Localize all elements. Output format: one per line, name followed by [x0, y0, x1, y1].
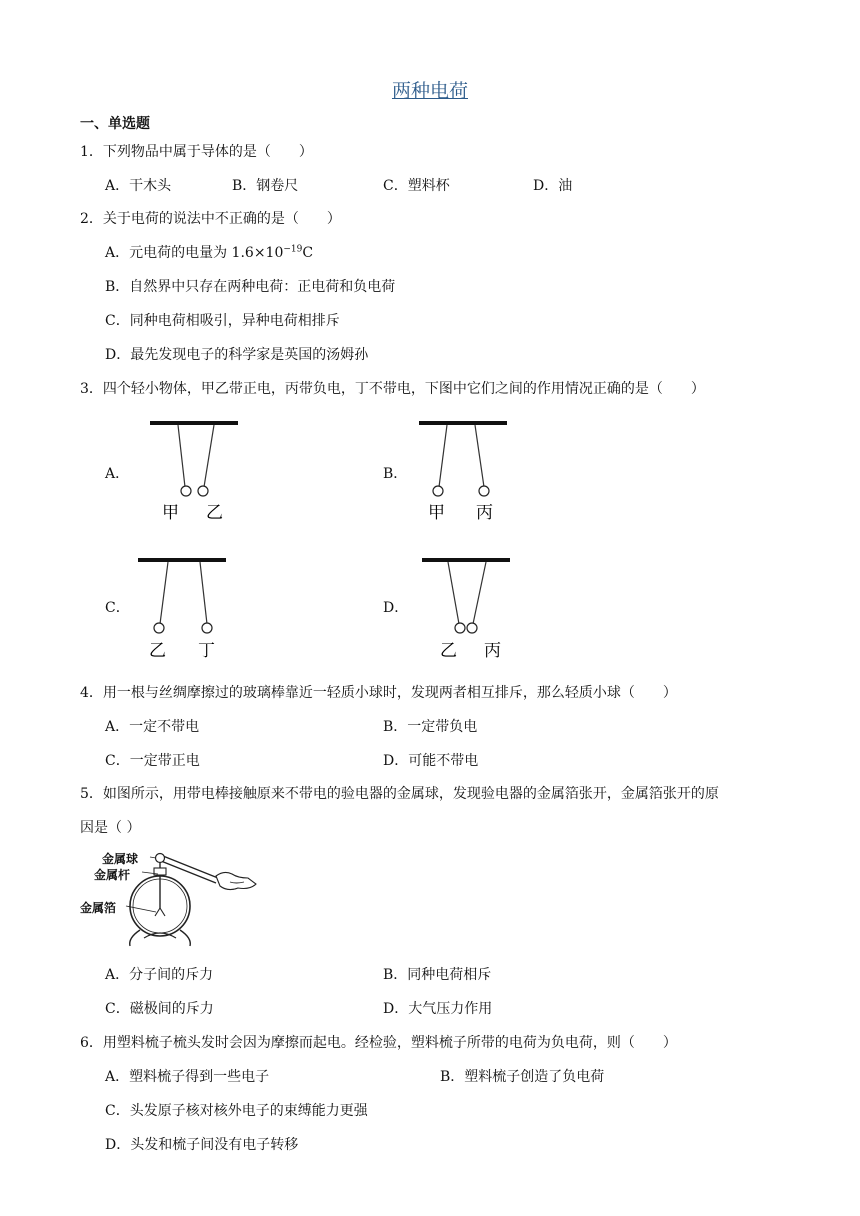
- q4-option-b: B．一定带负电: [383, 719, 478, 735]
- label-metal-foil: 金属箔: [80, 901, 117, 915]
- question-6-stem: 6．用塑料梳子梳头发时会因为摩擦而起电。经检验，塑料梳子所带的电荷为负电荷，则（ ）: [80, 1035, 677, 1051]
- q2-option-a: [105, 242, 313, 262]
- q3-option-c: C．: [105, 600, 130, 616]
- q3-option-b: B．: [383, 466, 408, 482]
- q1-option-b: B．钢卷尺: [232, 178, 299, 194]
- question-5-stem-line-2: 因是（ ）: [80, 820, 141, 836]
- question-3-stem: 3．四个轻小物体，甲乙带正电，丙带负电，丁不带电，下图中它们之间的作用情况正确的是（ ）: [80, 381, 705, 397]
- q3-figure-c: [130, 552, 240, 664]
- q4-option-c: C．一定带正电: [105, 753, 200, 769]
- q6-option-c: C．头发原子核对核外电子的束缚能力更强: [105, 1103, 368, 1119]
- q3-a-label-2: 乙: [206, 503, 223, 523]
- q2-option-a-text: A．元电荷的电量为 1.6×10: [105, 245, 284, 261]
- q2-option-c: C．同种电荷相吸引，异种电荷相排斥: [105, 313, 340, 329]
- q3-option-a: A．: [105, 466, 130, 482]
- q3-figure-d: [414, 552, 524, 664]
- q1-option-c: C．塑料杯: [383, 178, 450, 194]
- q5-option-a: A．分子间的斥力: [105, 967, 214, 983]
- q3-option-d: D．: [383, 600, 409, 616]
- q3-b-label-1: 甲: [428, 503, 445, 523]
- q3-c-label-2: 丁: [198, 641, 215, 661]
- question-4-stem: 4．用一根与丝绸摩擦过的玻璃棒靠近一轻质小球时，发现两者相互排斥，那么轻质小球（ ）: [80, 685, 677, 701]
- question-5-stem-line-1: 5．如图所示，用带电棒接触原来不带电的验电器的金属球，发现验电器的金属箔张开，金属箔张开的原: [80, 786, 719, 802]
- q5-option-c: C．磁极间的斥力: [105, 1001, 214, 1017]
- q3-figure-a: [140, 415, 250, 525]
- q3-d-label-2: 丙: [484, 641, 501, 661]
- q1-option-d: D．油: [533, 178, 573, 194]
- q5-option-b: B．同种电荷相斥: [383, 967, 492, 983]
- question-1-stem: 1．下列物品中属于导体的是（ ）: [80, 144, 313, 160]
- q3-a-label-1: 甲: [162, 503, 179, 523]
- q2-option-b: B．自然界中只存在两种电荷：正电荷和负电荷: [105, 279, 396, 295]
- label-metal-rod: 金属杆: [94, 868, 131, 882]
- q6-option-d: D．头发和梳子间没有电子转移: [105, 1137, 299, 1153]
- q2-option-d: D．最先发现电子的科学家是英国的汤姆孙: [105, 347, 369, 363]
- q2-option-a-exponent: −19: [283, 244, 303, 255]
- q3-b-label-2: 丙: [476, 503, 493, 523]
- q3-c-label-1: 乙: [149, 641, 166, 661]
- electroscope-figure: [80, 846, 260, 948]
- q3-d-label-1: 乙: [440, 641, 457, 661]
- q6-option-a: A．塑料梳子得到一些电子: [105, 1069, 270, 1085]
- q1-option-a: A．干木头: [105, 178, 172, 194]
- q3-figure-b: [410, 415, 520, 525]
- label-metal-ball: 金属球: [102, 852, 139, 866]
- q4-option-d: D．可能不带电: [383, 753, 479, 769]
- q5-option-d: D．大气压力作用: [383, 1001, 493, 1017]
- question-2-stem: 2．关于电荷的说法中不正确的是（ ）: [80, 211, 341, 227]
- document-title: 两种电荷: [391, 80, 468, 102]
- q2-option-a-unit: C: [302, 245, 314, 261]
- section-heading: 一、单选题: [80, 116, 150, 132]
- q6-option-b: B．塑料梳子创造了负电荷: [440, 1069, 605, 1085]
- q4-option-a: A．一定不带电: [105, 719, 200, 735]
